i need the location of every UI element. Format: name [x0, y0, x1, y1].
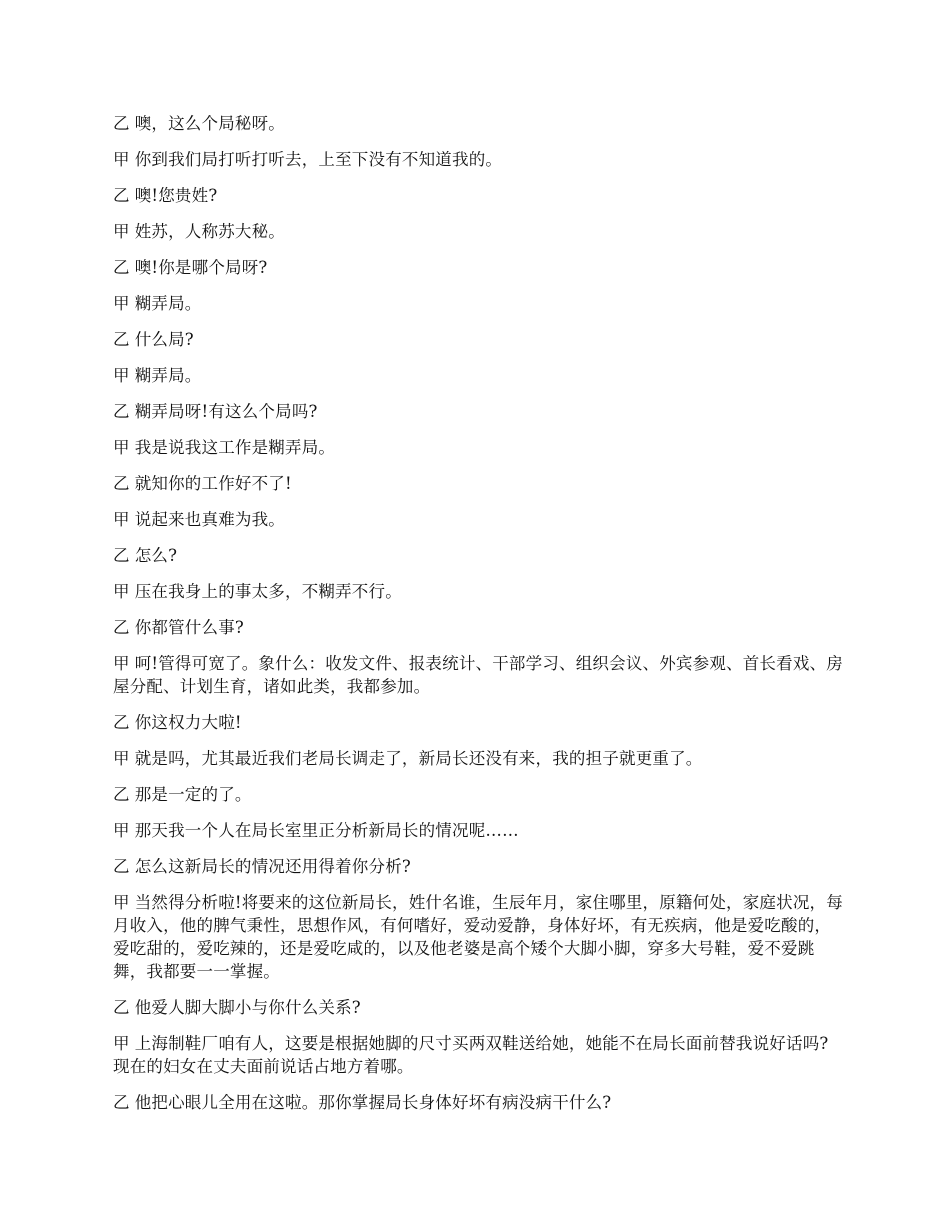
dialogue-line [113, 112, 843, 135]
dialogue-line [113, 747, 843, 770]
speaker: 甲 [113, 654, 130, 673]
dialogue-line [113, 616, 843, 639]
line-text: 噢!你是哪个局呀? [134, 258, 268, 277]
dialogue-line [113, 472, 843, 495]
dialogue-line [113, 711, 843, 734]
line-text: 那天我一个人在局长室里正分析新局长的情况呢…… [134, 821, 519, 840]
line-text: 那是一定的了。 [134, 785, 252, 804]
line-text: 姓苏，人称苏大秘。 [134, 222, 286, 241]
dialogue-line [113, 996, 843, 1019]
line-text: 我是说我这工作是糊弄局。 [134, 438, 336, 457]
dialogue-line [113, 364, 843, 387]
line-text: 就知你的工作好不了! [134, 474, 292, 493]
speaker: 甲 [113, 893, 130, 912]
dialogue-line [113, 1091, 843, 1114]
line-text: 压在我身上的事太多，不糊弄不行。 [134, 582, 402, 601]
speaker: 乙 [113, 1093, 130, 1112]
line-text: 你都管什么事? [134, 618, 244, 637]
dialogue-line [113, 783, 843, 806]
speaker: 甲 [113, 294, 130, 313]
line-text: 你这权力大啦! [134, 713, 242, 732]
speaker: 乙 [113, 785, 130, 804]
speaker: 甲 [113, 582, 130, 601]
speaker: 乙 [113, 114, 130, 133]
line-text: 噢!您贵姓? [134, 186, 218, 205]
dialogue-line [113, 256, 843, 279]
line-text: 当然得分析啦!将要来的这位新局长，姓什名谁，生辰年月，家住哪里，原籍何处，家庭状况，每月收入，他的脾气秉性，思想作风，有何嗜好，爱动爱静，身体好坏，有无疾病，他是爱吃酸的，爱吃甜的，爱吃辣的，还是爱吃咸的，以及他老婆是高个矮个大脚小脚，穿多大号鞋，爱不爱跳舞，我都要一一掌握。 [113, 893, 843, 981]
speaker: 乙 [113, 474, 130, 493]
speaker: 甲 [113, 1034, 130, 1053]
line-text: 他把心眼儿全用在这啦。那你掌握局长身体好坏有病没病干什么? [134, 1093, 612, 1112]
line-text: 他爱人脚大脚小与你什么关系? [134, 998, 361, 1017]
speaker: 乙 [113, 330, 130, 349]
dialogue-line [113, 220, 843, 243]
speaker: 乙 [113, 618, 130, 637]
speaker: 甲 [113, 366, 130, 385]
speaker: 甲 [113, 222, 130, 241]
dialogue-line [113, 544, 843, 567]
dialogue-line [113, 328, 843, 351]
speaker: 甲 [113, 749, 130, 768]
line-text: 就是吗，尤其最近我们老局长调走了，新局长还没有来，我的担子就更重了。 [134, 749, 703, 768]
line-text: 糊弄局呀!有这么个局吗? [134, 402, 318, 421]
speaker: 乙 [113, 402, 130, 421]
line-text: 说起来也真难为我。 [134, 510, 286, 529]
dialogue-line [113, 148, 843, 171]
speaker: 甲 [113, 821, 130, 840]
speaker: 乙 [113, 998, 130, 1017]
line-text: 呵!管得可宽了。象什么：收发文件、报表统计、干部学习、组织会议、外宾参观、首长看戏、房屋分配、计划生育，诸如此类，我都参加。 [113, 654, 843, 696]
dialogue-line [113, 819, 843, 842]
dialogue-line [113, 292, 843, 315]
line-text: 上海制鞋厂咱有人，这要是根据她脚的尺寸买两双鞋送给她，她能不在局长面前替我说好话吗?现在的妇女在丈夫面前说话占地方着哪。 [113, 1034, 829, 1076]
dialogue-line [113, 580, 843, 603]
speaker: 乙 [113, 186, 130, 205]
speaker: 乙 [113, 857, 130, 876]
dialogue-line [113, 400, 843, 423]
line-text: 噢，这么个局秘呀。 [134, 114, 286, 133]
document-body [113, 112, 843, 1127]
dialogue-line [113, 855, 843, 878]
dialogue-line [113, 652, 843, 698]
speaker: 乙 [113, 258, 130, 277]
dialogue-line [113, 1032, 843, 1078]
line-text: 糊弄局。 [134, 366, 202, 385]
speaker: 乙 [113, 713, 130, 732]
dialogue-line [113, 508, 843, 531]
line-text: 你到我们局打听打听去，上至下没有不知道我的。 [134, 150, 503, 169]
speaker: 甲 [113, 510, 130, 529]
line-text: 怎么这新局长的情况还用得着你分析? [134, 857, 411, 876]
line-text: 糊弄局。 [134, 294, 202, 313]
speaker: 甲 [113, 150, 130, 169]
dialogue-line [113, 891, 843, 983]
speaker: 乙 [113, 546, 130, 565]
dialogue-line [113, 184, 843, 207]
line-text: 怎么? [134, 546, 178, 565]
line-text: 什么局? [134, 330, 194, 349]
dialogue-line [113, 436, 843, 459]
speaker: 甲 [113, 438, 130, 457]
